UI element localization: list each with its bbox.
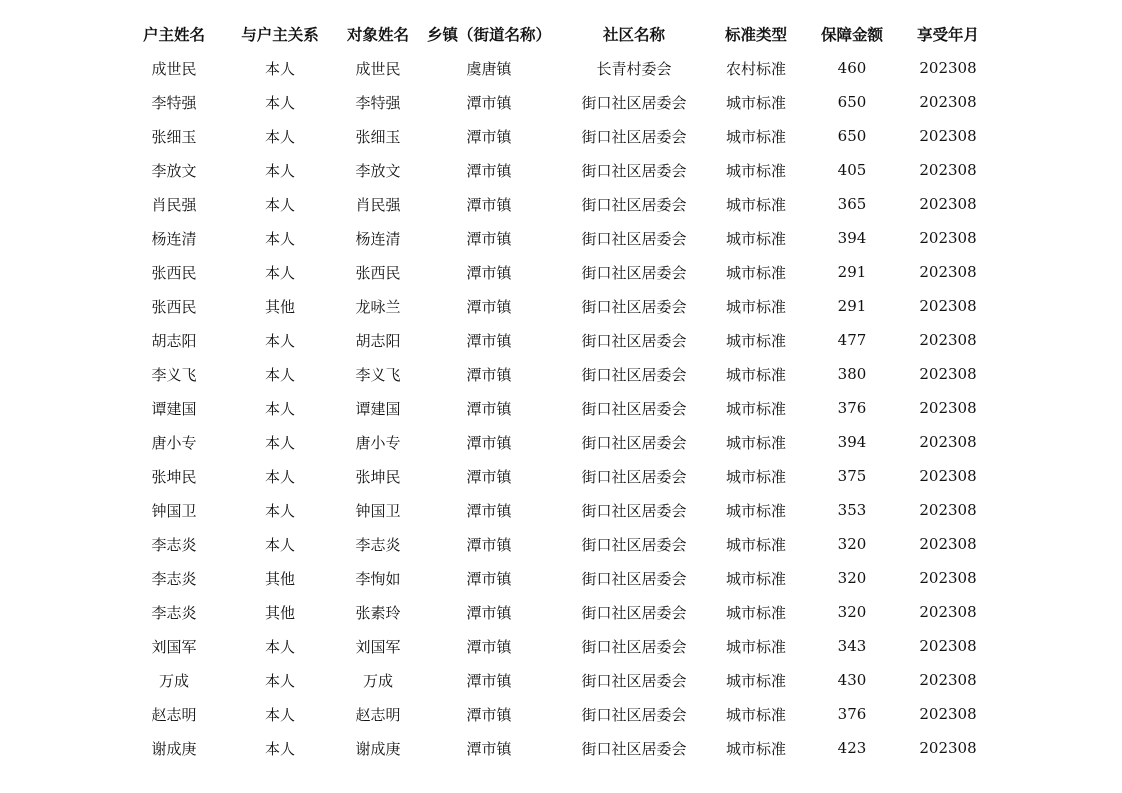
recipient-name-cell: 万成 [362,671,393,690]
standard-type-cell: 城市标准 [725,399,786,418]
town-cell: 潭市镇 [466,603,512,622]
month-cell: 202308 [919,671,977,689]
householder-name-cell: 李义飞 [151,365,197,384]
subsidy-table [126,17,996,765]
month-cell: 202308 [919,331,977,349]
amount-cell: 320 [837,535,867,553]
month-cell: 202308 [919,93,977,111]
relation-cell: 本人 [264,705,295,724]
table-row [126,697,996,731]
recipient-name-cell: 谢成庚 [355,739,401,758]
recipient-name-cell: 李特强 [355,93,401,112]
month-cell: 202308 [919,705,977,723]
community-cell: 街口社区居委会 [581,501,687,520]
standard-type-cell: 城市标准 [725,331,786,350]
table-row [126,561,996,595]
community-cell: 街口社区居委会 [581,263,687,282]
community-cell: 街口社区居委会 [581,603,687,622]
month-cell: 202308 [919,535,977,553]
amount-cell: 460 [837,59,867,77]
amount-cell: 477 [837,331,867,349]
householder-name-cell: 张坤民 [151,467,197,486]
householder-name-cell: 张细玉 [151,127,197,146]
table-row [126,527,996,561]
relation-cell: 本人 [264,637,295,656]
community-cell: 街口社区居委会 [581,93,687,112]
relation-cell: 本人 [264,501,295,520]
recipient-name-cell: 刘国军 [355,637,401,656]
table-row [126,629,996,663]
amount-cell: 394 [837,229,867,247]
town-cell: 潭市镇 [466,535,512,554]
relation-cell: 本人 [264,59,295,78]
town-cell: 潭市镇 [466,297,512,316]
amount-cell: 365 [837,195,867,213]
amount-cell: 376 [837,399,867,417]
month-cell: 202308 [919,637,977,655]
community-cell: 长青村委会 [596,59,672,78]
table-row [126,255,996,289]
table-row [126,425,996,459]
table-row [126,289,996,323]
town-cell: 潭市镇 [466,637,512,656]
relation-cell: 本人 [264,263,295,282]
town-cell: 潭市镇 [466,399,512,418]
amount-cell: 430 [837,671,867,689]
table-row [126,119,996,153]
relation-cell: 本人 [264,365,295,384]
table-row [126,221,996,255]
relation-cell: 本人 [264,331,295,350]
standard-type-cell: 城市标准 [725,569,786,588]
relation-cell: 其他 [264,569,295,588]
community-cell: 街口社区居委会 [581,229,687,248]
community-cell: 街口社区居委会 [581,365,687,384]
recipient-name-cell: 张细玉 [355,127,401,146]
amount-cell: 394 [837,433,867,451]
town-cell: 潭市镇 [466,467,512,486]
amount-cell: 380 [837,365,867,383]
amount-cell: 291 [837,297,867,315]
standard-type-cell: 城市标准 [725,705,786,724]
standard-type-cell: 城市标准 [725,263,786,282]
relation-cell: 本人 [264,93,295,112]
table-row [126,85,996,119]
relation-cell: 本人 [264,161,295,180]
householder-name-cell: 李特强 [151,93,197,112]
householder-name-cell: 李放文 [151,161,197,180]
householder-name-cell: 谢成庚 [151,739,197,758]
community-cell: 街口社区居委会 [581,297,687,316]
householder-name-cell: 李志炎 [151,535,197,554]
header-town: 乡镇（街道名称） [426,26,551,44]
standard-type-cell: 农村标准 [725,59,786,78]
amount-cell: 650 [837,127,867,145]
town-cell: 潭市镇 [466,93,512,112]
householder-name-cell: 胡志阳 [151,331,197,350]
table-row [126,493,996,527]
standard-type-cell: 城市标准 [725,637,786,656]
amount-cell: 405 [837,161,867,179]
town-cell: 潭市镇 [466,671,512,690]
month-cell: 202308 [919,569,977,587]
recipient-name-cell: 张坤民 [355,467,401,486]
month-cell: 202308 [919,161,977,179]
amount-cell: 320 [837,603,867,621]
relation-cell: 其他 [264,603,295,622]
community-cell: 街口社区居委会 [581,331,687,350]
table-body [126,51,996,765]
table-row [126,595,996,629]
standard-type-cell: 城市标准 [725,365,786,384]
relation-cell: 本人 [264,127,295,146]
header-amount: 保障金额 [820,26,883,44]
standard-type-cell: 城市标准 [725,739,786,758]
table-row [126,663,996,697]
community-cell: 街口社区居委会 [581,467,687,486]
recipient-name-cell: 胡志阳 [355,331,401,350]
town-cell: 虞唐镇 [466,59,512,78]
amount-cell: 423 [837,739,867,757]
table-row [126,323,996,357]
month-cell: 202308 [919,229,977,247]
month-cell: 202308 [919,297,977,315]
header-community: 社区名称 [602,26,665,44]
relation-cell: 本人 [264,433,295,452]
standard-type-cell: 城市标准 [725,467,786,486]
table-row [126,51,996,85]
town-cell: 潭市镇 [466,263,512,282]
month-cell: 202308 [919,433,977,451]
recipient-name-cell: 张西民 [355,263,401,282]
relation-cell: 本人 [264,467,295,486]
table-row [126,357,996,391]
recipient-name-cell: 谭建国 [355,399,401,418]
recipient-name-cell: 肖民强 [355,195,401,214]
header-standard-type: 标准类型 [724,26,787,44]
householder-name-cell: 杨连清 [151,229,197,248]
householder-name-cell: 谭建国 [151,399,197,418]
householder-name-cell: 赵志明 [151,705,197,724]
community-cell: 街口社区居委会 [581,127,687,146]
recipient-name-cell: 李志炎 [355,535,401,554]
table-row [126,187,996,221]
standard-type-cell: 城市标准 [725,229,786,248]
community-cell: 街口社区居委会 [581,739,687,758]
standard-type-cell: 城市标准 [725,297,786,316]
householder-name-cell: 钟国卫 [151,501,197,520]
community-cell: 街口社区居委会 [581,637,687,656]
town-cell: 潭市镇 [466,195,512,214]
community-cell: 街口社区居委会 [581,433,687,452]
amount-cell: 291 [837,263,867,281]
table-row [126,731,996,765]
recipient-name-cell: 成世民 [355,59,401,78]
header-recipient-name: 对象姓名 [346,26,409,44]
recipient-name-cell: 李放文 [355,161,401,180]
recipient-name-cell: 李义飞 [355,365,401,384]
month-cell: 202308 [919,501,977,519]
relation-cell: 本人 [264,229,295,248]
householder-name-cell: 刘国军 [151,637,197,656]
amount-cell: 353 [837,501,867,519]
town-cell: 潭市镇 [466,705,512,724]
relation-cell: 本人 [264,399,295,418]
month-cell: 202308 [919,467,977,485]
recipient-name-cell: 李恂如 [355,569,401,588]
relation-cell: 本人 [264,739,295,758]
town-cell: 潭市镇 [466,501,512,520]
recipient-name-cell: 赵志明 [355,705,401,724]
month-cell: 202308 [919,739,977,757]
month-cell: 202308 [919,195,977,213]
relation-cell: 其他 [264,297,295,316]
recipient-name-cell: 张素玲 [355,603,401,622]
householder-name-cell: 成世民 [151,59,197,78]
table-header-row [126,17,996,51]
recipient-name-cell: 杨连清 [355,229,401,248]
town-cell: 潭市镇 [466,229,512,248]
header-month: 享受年月 [916,26,979,44]
community-cell: 街口社区居委会 [581,399,687,418]
householder-name-cell: 张西民 [151,297,197,316]
community-cell: 街口社区居委会 [581,705,687,724]
standard-type-cell: 城市标准 [725,671,786,690]
standard-type-cell: 城市标准 [725,161,786,180]
table-row [126,459,996,493]
town-cell: 潭市镇 [466,331,512,350]
header-relation: 与户主关系 [241,26,319,44]
community-cell: 街口社区居委会 [581,569,687,588]
relation-cell: 本人 [264,671,295,690]
standard-type-cell: 城市标准 [725,603,786,622]
month-cell: 202308 [919,59,977,77]
standard-type-cell: 城市标准 [725,127,786,146]
community-cell: 街口社区居委会 [581,671,687,690]
table-row [126,391,996,425]
recipient-name-cell: 唐小专 [355,433,401,452]
householder-name-cell: 李志炎 [151,569,197,588]
community-cell: 街口社区居委会 [581,535,687,554]
householder-name-cell: 张西民 [151,263,197,282]
standard-type-cell: 城市标准 [725,535,786,554]
recipient-name-cell: 龙咏兰 [355,297,401,316]
relation-cell: 本人 [264,195,295,214]
standard-type-cell: 城市标准 [725,93,786,112]
month-cell: 202308 [919,399,977,417]
month-cell: 202308 [919,263,977,281]
householder-name-cell: 肖民强 [151,195,197,214]
standard-type-cell: 城市标准 [725,433,786,452]
table-row [126,153,996,187]
standard-type-cell: 城市标准 [725,501,786,520]
amount-cell: 343 [837,637,867,655]
town-cell: 潭市镇 [466,739,512,758]
month-cell: 202308 [919,127,977,145]
recipient-name-cell: 钟国卫 [355,501,401,520]
householder-name-cell: 李志炎 [151,603,197,622]
amount-cell: 320 [837,569,867,587]
town-cell: 潭市镇 [466,433,512,452]
community-cell: 街口社区居委会 [581,195,687,214]
town-cell: 潭市镇 [466,365,512,384]
relation-cell: 本人 [264,535,295,554]
town-cell: 潭市镇 [466,161,512,180]
town-cell: 潭市镇 [466,569,512,588]
amount-cell: 375 [837,467,867,485]
month-cell: 202308 [919,365,977,383]
amount-cell: 650 [837,93,867,111]
community-cell: 街口社区居委会 [581,161,687,180]
standard-type-cell: 城市标准 [725,195,786,214]
householder-name-cell: 万成 [158,671,189,690]
month-cell: 202308 [919,603,977,621]
header-householder-name: 户主姓名 [142,26,205,44]
householder-name-cell: 唐小专 [151,433,197,452]
amount-cell: 376 [837,705,867,723]
town-cell: 潭市镇 [466,127,512,146]
